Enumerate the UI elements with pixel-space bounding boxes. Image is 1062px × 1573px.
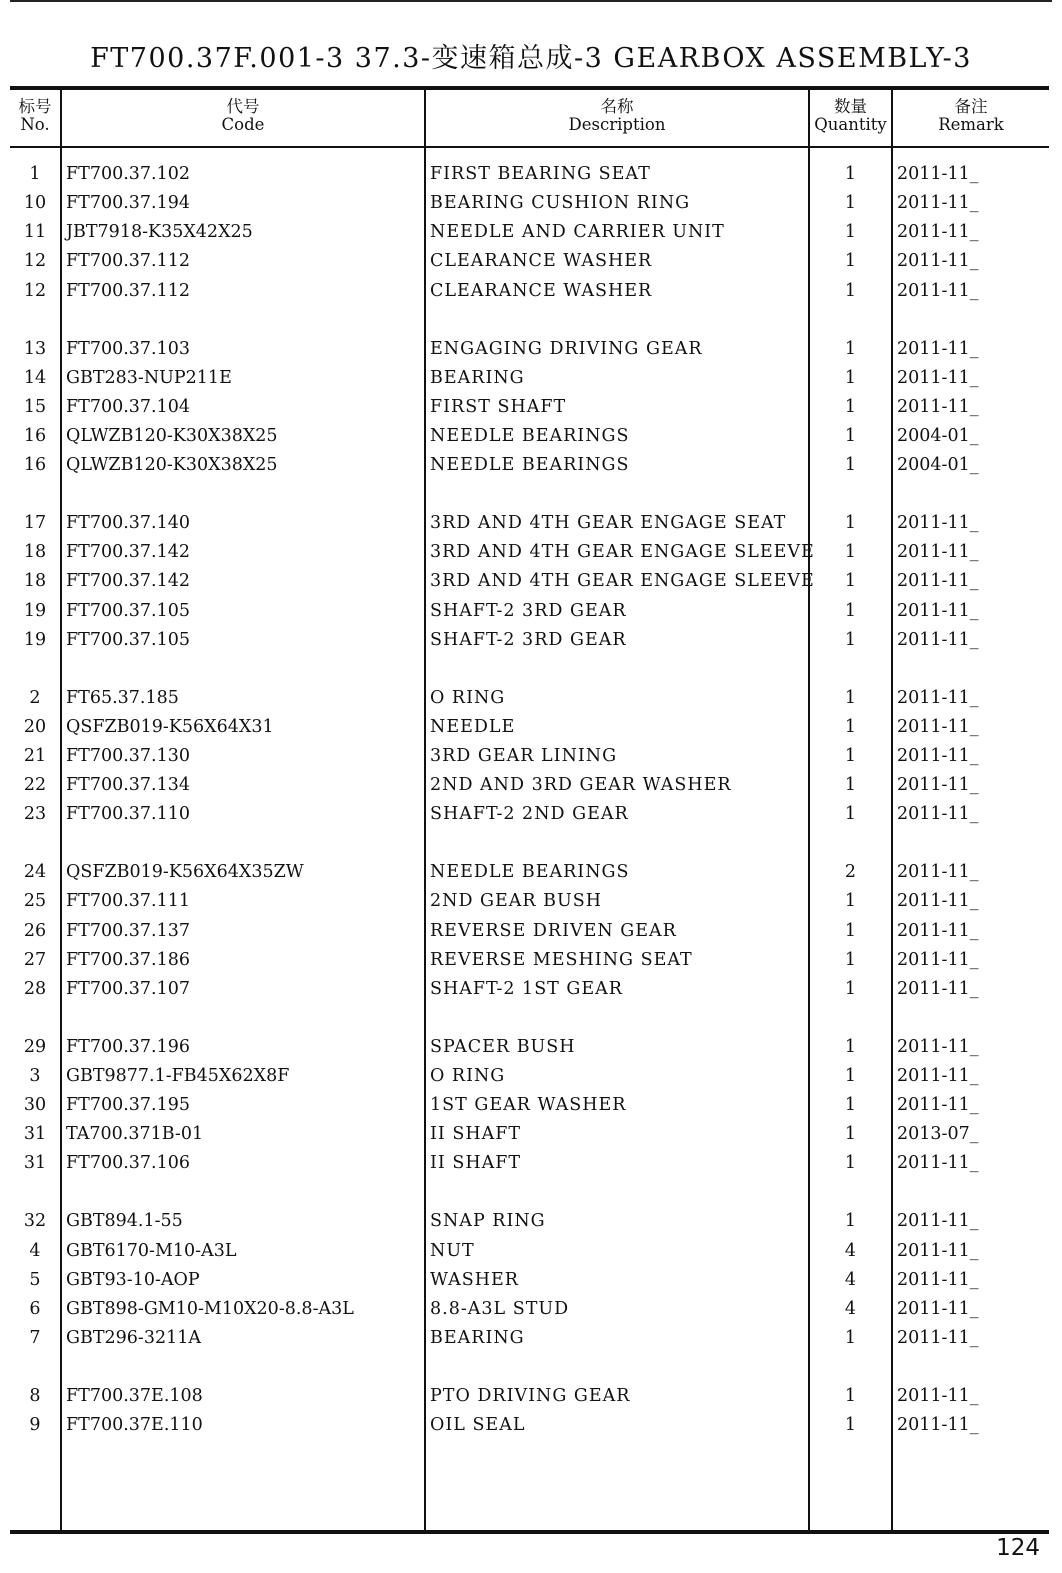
row-remark: 2011-11_ xyxy=(897,629,979,650)
row-description: 3RD GEAR LINING xyxy=(430,745,618,766)
row-code: GBT283-NUP211E xyxy=(66,367,232,388)
table-row xyxy=(10,889,1049,913)
row-quantity: 1 xyxy=(844,687,857,708)
row-description: SHAFT-2 2ND GEAR xyxy=(430,804,629,825)
row-remark: 2011-11_ xyxy=(897,571,979,592)
row-quantity: 1 xyxy=(844,571,857,592)
row-remark: 2011-11_ xyxy=(897,164,979,184)
row-code: FT700.37.140 xyxy=(66,513,191,534)
row-no: 14 xyxy=(23,367,47,388)
row-code: FT700.37E.110 xyxy=(66,1415,203,1435)
row-no: 13 xyxy=(23,338,47,359)
row-remark: 2011-11_ xyxy=(897,193,979,214)
row-description: NEEDLE BEARINGS xyxy=(430,862,630,883)
row-description: PTO DRIVING GEAR xyxy=(430,1385,631,1406)
row-no: 12 xyxy=(23,251,47,272)
header-remark xyxy=(893,98,1049,134)
row-no: 6 xyxy=(29,1298,41,1319)
row-no: 20 xyxy=(23,716,47,737)
row-remark: 2011-11_ xyxy=(897,1385,979,1406)
table-row xyxy=(10,220,1049,244)
row-code: GBT9877.1-FB45X62X8F xyxy=(66,1065,290,1086)
table-row xyxy=(10,1297,1049,1321)
row-quantity: 1 xyxy=(844,164,857,184)
row-code: FT700.37.104 xyxy=(66,396,191,417)
row-quantity: 1 xyxy=(844,1036,857,1057)
row-description: 2ND AND 3RD GEAR WASHER xyxy=(430,775,732,796)
table-row xyxy=(10,1151,1049,1175)
row-remark: 2011-11_ xyxy=(897,222,979,243)
row-no: 15 xyxy=(23,396,47,417)
row-remark: 2011-11_ xyxy=(897,1036,979,1057)
row-remark: 2011-11_ xyxy=(897,1298,979,1319)
row-description: SPACER BUSH xyxy=(430,1036,576,1057)
header-code-en: Code xyxy=(221,115,265,134)
row-remark: 2011-11_ xyxy=(897,716,979,737)
table-row xyxy=(10,569,1049,593)
row-no: 9 xyxy=(29,1415,41,1435)
row-quantity: 1 xyxy=(844,222,857,243)
row-remark: 2011-11_ xyxy=(897,1240,979,1261)
row-no: 1 xyxy=(29,164,41,184)
row-remark: 2011-11_ xyxy=(897,1415,979,1435)
table-row xyxy=(10,191,1049,215)
header-qty-cn: 数量 xyxy=(834,97,867,116)
row-description: O RING xyxy=(430,687,506,708)
table-row xyxy=(10,1035,1049,1059)
row-quantity: 1 xyxy=(844,775,857,796)
row-code: FT700.37.111 xyxy=(66,891,191,912)
row-code: GBT93-10-AOP xyxy=(66,1269,200,1290)
row-quantity: 1 xyxy=(844,251,857,272)
table-row xyxy=(10,511,1049,535)
table-top-border xyxy=(10,86,1049,90)
row-description: 2ND GEAR BUSH xyxy=(430,891,603,912)
row-description: 8.8-A3L STUD xyxy=(430,1298,570,1319)
row-remark: 2011-11_ xyxy=(897,367,979,388)
row-remark: 2011-11_ xyxy=(897,978,979,999)
row-remark: 2011-11_ xyxy=(897,338,979,359)
table-row xyxy=(10,919,1049,943)
row-no: 31 xyxy=(23,1124,47,1145)
table-row xyxy=(10,628,1049,652)
row-quantity: 1 xyxy=(844,804,857,825)
row-description: WASHER xyxy=(430,1269,519,1290)
table-row xyxy=(10,279,1049,303)
row-no: 8 xyxy=(29,1385,41,1406)
row-code: GBT6170-M10-A3L xyxy=(66,1240,237,1261)
row-remark: 2011-11_ xyxy=(897,1211,979,1232)
row-code: FT700.37.130 xyxy=(66,745,191,766)
row-description: REVERSE DRIVEN GEAR xyxy=(430,920,677,941)
table-row xyxy=(10,744,1049,768)
row-description: CLEARANCE WASHER xyxy=(430,251,653,272)
row-no: 18 xyxy=(23,542,47,563)
row-no: 19 xyxy=(23,600,47,621)
row-quantity: 1 xyxy=(844,513,857,534)
row-no: 28 xyxy=(23,978,47,999)
row-no: 11 xyxy=(23,222,47,243)
header-remark-en: Remark xyxy=(938,115,1004,134)
row-quantity: 1 xyxy=(844,280,857,301)
header-code-cn: 代号 xyxy=(226,97,260,116)
table-row xyxy=(10,424,1049,448)
row-quantity: 1 xyxy=(844,949,857,970)
row-code: GBT898-GM10-M10X20-8.8-A3L xyxy=(66,1298,354,1319)
table-row xyxy=(10,366,1049,390)
row-remark: 2011-11_ xyxy=(897,542,979,563)
row-quantity: 1 xyxy=(844,396,857,417)
table-row xyxy=(10,860,1049,884)
header-qty-en: Quantity xyxy=(814,115,887,134)
table-row xyxy=(10,1268,1049,1292)
row-code: FT700.37.105 xyxy=(66,629,191,650)
row-remark: 2004-01_ xyxy=(897,426,979,446)
row-description: II SHAFT xyxy=(430,1153,522,1174)
row-code: QSFZB019-K56X64X31 xyxy=(66,716,274,737)
row-quantity: 1 xyxy=(844,920,857,941)
header-quantity xyxy=(810,98,891,134)
row-code: FT700.37.103 xyxy=(66,338,191,359)
table-row xyxy=(10,1413,1049,1437)
header-divider xyxy=(10,146,1049,148)
row-no: 22 xyxy=(23,775,47,796)
row-no: 7 xyxy=(29,1327,41,1348)
header-desc-en: Description xyxy=(568,115,666,134)
row-quantity: 4 xyxy=(844,1269,857,1290)
row-no: 31 xyxy=(23,1153,47,1174)
row-quantity: 1 xyxy=(844,978,857,999)
header-desc-cn: 名称 xyxy=(600,97,634,116)
row-remark: 2011-11_ xyxy=(897,775,979,796)
row-quantity: 1 xyxy=(844,1065,857,1086)
row-no: 10 xyxy=(23,193,47,214)
row-no: 18 xyxy=(23,571,47,592)
row-description: II SHAFT xyxy=(430,1124,522,1145)
row-remark: 2011-11_ xyxy=(897,513,979,534)
row-code: FT700.37.195 xyxy=(66,1095,191,1115)
row-code: GBT296-3211A xyxy=(66,1327,202,1348)
row-description: BEARING CUSHION RING xyxy=(430,193,691,214)
table-row xyxy=(10,540,1049,564)
table-row xyxy=(10,1064,1049,1088)
row-remark: 2011-11_ xyxy=(897,804,979,825)
row-quantity: 1 xyxy=(844,1095,857,1115)
row-no: 23 xyxy=(23,804,47,825)
row-description: FIRST SHAFT xyxy=(430,396,567,417)
row-remark: 2011-11_ xyxy=(897,1065,979,1086)
row-description: SNAP RING xyxy=(430,1211,546,1232)
row-quantity: 1 xyxy=(844,1327,857,1348)
row-remark: 2011-11_ xyxy=(897,600,979,621)
row-description: SHAFT-2 1ST GEAR xyxy=(430,978,623,999)
row-description: ENGAGING DRIVING GEAR xyxy=(430,338,703,359)
row-remark: 2004-01_ xyxy=(897,455,979,476)
row-description: 3RD AND 4TH GEAR ENGAGE SLEEVE xyxy=(430,571,815,592)
row-remark: 2011-11_ xyxy=(897,891,979,912)
parts-table xyxy=(10,86,1049,1534)
table-row xyxy=(10,977,1049,1001)
row-code: FT700.37.196 xyxy=(66,1036,191,1057)
row-remark: 2011-11_ xyxy=(897,396,979,417)
row-description: 1ST GEAR WASHER xyxy=(430,1095,627,1115)
page-number: 124 xyxy=(996,1535,1040,1561)
row-quantity: 1 xyxy=(844,629,857,650)
table-row xyxy=(10,773,1049,797)
table-row xyxy=(10,249,1049,273)
row-no: 29 xyxy=(23,1036,47,1057)
row-quantity: 4 xyxy=(844,1298,857,1319)
row-description: BEARING xyxy=(430,367,525,388)
row-code: FT700.37.142 xyxy=(66,542,191,563)
row-remark: 2011-11_ xyxy=(897,280,979,301)
table-row xyxy=(10,1093,1049,1117)
row-quantity: 1 xyxy=(844,745,857,766)
header-no-cn: 标号 xyxy=(18,97,52,116)
row-description: SHAFT-2 3RD GEAR xyxy=(430,629,627,650)
row-quantity: 1 xyxy=(844,338,857,359)
row-code: FT700.37.194 xyxy=(66,193,191,214)
header-description xyxy=(426,98,808,134)
row-quantity: 1 xyxy=(844,1415,857,1435)
row-code: TA700.371B-01 xyxy=(66,1124,204,1145)
table-bottom-border xyxy=(10,1530,1049,1534)
row-quantity: 1 xyxy=(844,426,857,446)
row-code: FT65.37.185 xyxy=(66,687,179,708)
row-code: FT700.37.186 xyxy=(66,949,191,970)
row-code: JBT7918-K35X42X25 xyxy=(66,222,253,243)
row-no: 16 xyxy=(23,426,47,446)
row-description: REVERSE MESHING SEAT xyxy=(430,949,693,970)
row-description: NUT xyxy=(430,1240,475,1261)
table-row xyxy=(10,1239,1049,1263)
header-code xyxy=(62,98,424,134)
row-no: 17 xyxy=(23,513,47,534)
top-rule xyxy=(10,0,1052,2)
row-code: FT700.37.107 xyxy=(66,978,191,999)
row-quantity: 1 xyxy=(844,1153,857,1174)
row-remark: 2011-11_ xyxy=(897,1095,979,1115)
row-code: FT700.37.105 xyxy=(66,600,191,621)
row-no: 30 xyxy=(23,1095,47,1115)
row-no: 21 xyxy=(23,745,47,766)
row-remark: 2011-11_ xyxy=(897,251,979,272)
row-no: 26 xyxy=(23,920,47,941)
table-row xyxy=(10,1384,1049,1408)
table-row xyxy=(10,599,1049,623)
table-row xyxy=(10,686,1049,710)
row-description: FIRST BEARING SEAT xyxy=(430,164,651,184)
row-no: 3 xyxy=(29,1065,41,1086)
row-code: FT700.37.110 xyxy=(66,804,191,825)
row-remark: 2011-11_ xyxy=(897,745,979,766)
row-code: FT700.37.112 xyxy=(66,251,191,272)
row-remark: 2011-11_ xyxy=(897,862,979,883)
row-quantity: 1 xyxy=(844,455,857,476)
row-description: NEEDLE BEARINGS xyxy=(430,455,630,476)
row-description: 3RD AND 4TH GEAR ENGAGE SEAT xyxy=(430,513,787,534)
row-description: NEEDLE BEARINGS xyxy=(430,426,630,446)
header-remark-cn: 备注 xyxy=(954,97,988,116)
row-no: 4 xyxy=(29,1240,41,1261)
row-no: 25 xyxy=(23,891,47,912)
row-code: FT700.37.134 xyxy=(66,775,191,796)
row-description: CLEARANCE WASHER xyxy=(430,280,653,301)
table-row xyxy=(10,802,1049,826)
table-row xyxy=(10,395,1049,419)
row-code: FT700.37.112 xyxy=(66,280,191,301)
header-no xyxy=(10,98,60,134)
row-description: O RING xyxy=(430,1065,506,1086)
row-no: 16 xyxy=(23,455,47,476)
row-no: 32 xyxy=(23,1211,47,1232)
row-code: FT700.37E.108 xyxy=(66,1385,203,1406)
row-quantity: 1 xyxy=(844,542,857,563)
row-code: QLWZB120-K30X38X25 xyxy=(66,426,278,446)
table-row xyxy=(10,162,1049,186)
row-no: 5 xyxy=(29,1269,41,1290)
table-row xyxy=(10,1209,1049,1233)
row-quantity: 1 xyxy=(844,1211,857,1232)
row-no: 24 xyxy=(23,862,47,883)
row-code: FT700.37.137 xyxy=(66,920,191,941)
row-description: SHAFT-2 3RD GEAR xyxy=(430,600,627,621)
row-no: 2 xyxy=(29,687,41,708)
row-quantity: 1 xyxy=(844,716,857,737)
row-quantity: 4 xyxy=(844,1240,857,1261)
row-quantity: 1 xyxy=(844,1385,857,1406)
row-no: 27 xyxy=(23,949,47,970)
row-no: 12 xyxy=(23,280,47,301)
row-code: FT700.37.102 xyxy=(66,164,191,184)
row-remark: 2011-11_ xyxy=(897,949,979,970)
row-code: GBT894.1-55 xyxy=(66,1211,183,1232)
row-remark: 2013-07_ xyxy=(897,1124,979,1145)
row-code: QSFZB019-K56X64X35ZW xyxy=(66,862,304,883)
table-row xyxy=(10,1122,1049,1146)
row-quantity: 1 xyxy=(844,600,857,621)
row-description: BEARING xyxy=(430,1327,525,1348)
row-quantity: 1 xyxy=(844,891,857,912)
table-row xyxy=(10,337,1049,361)
page-title: FT700.37F.001-3 37.3-变速箱总成-3 GEARBOX ASSEMBLY-3 xyxy=(90,43,972,74)
table-row xyxy=(10,715,1049,739)
row-quantity: 2 xyxy=(844,862,857,883)
row-description: 3RD AND 4TH GEAR ENGAGE SLEEVE xyxy=(430,542,815,563)
row-code: FT700.37.142 xyxy=(66,571,191,592)
table-row xyxy=(10,948,1049,972)
row-description: NEEDLE AND CARRIER UNIT xyxy=(430,222,725,243)
row-description: OIL SEAL xyxy=(430,1415,526,1435)
table-row xyxy=(10,453,1049,477)
row-remark: 2011-11_ xyxy=(897,687,979,708)
row-remark: 2011-11_ xyxy=(897,1269,979,1290)
row-remark: 2011-11_ xyxy=(897,920,979,941)
row-quantity: 1 xyxy=(844,367,857,388)
table-row xyxy=(10,1326,1049,1350)
row-description: NEEDLE xyxy=(430,716,516,737)
row-code: FT700.37.106 xyxy=(66,1153,191,1174)
row-no: 19 xyxy=(23,629,47,650)
row-quantity: 1 xyxy=(844,1124,857,1145)
row-quantity: 1 xyxy=(844,193,857,214)
row-code: QLWZB120-K30X38X25 xyxy=(66,455,278,476)
row-remark: 2011-11_ xyxy=(897,1153,979,1174)
row-remark: 2011-11_ xyxy=(897,1327,979,1348)
header-no-en: No. xyxy=(20,115,50,134)
